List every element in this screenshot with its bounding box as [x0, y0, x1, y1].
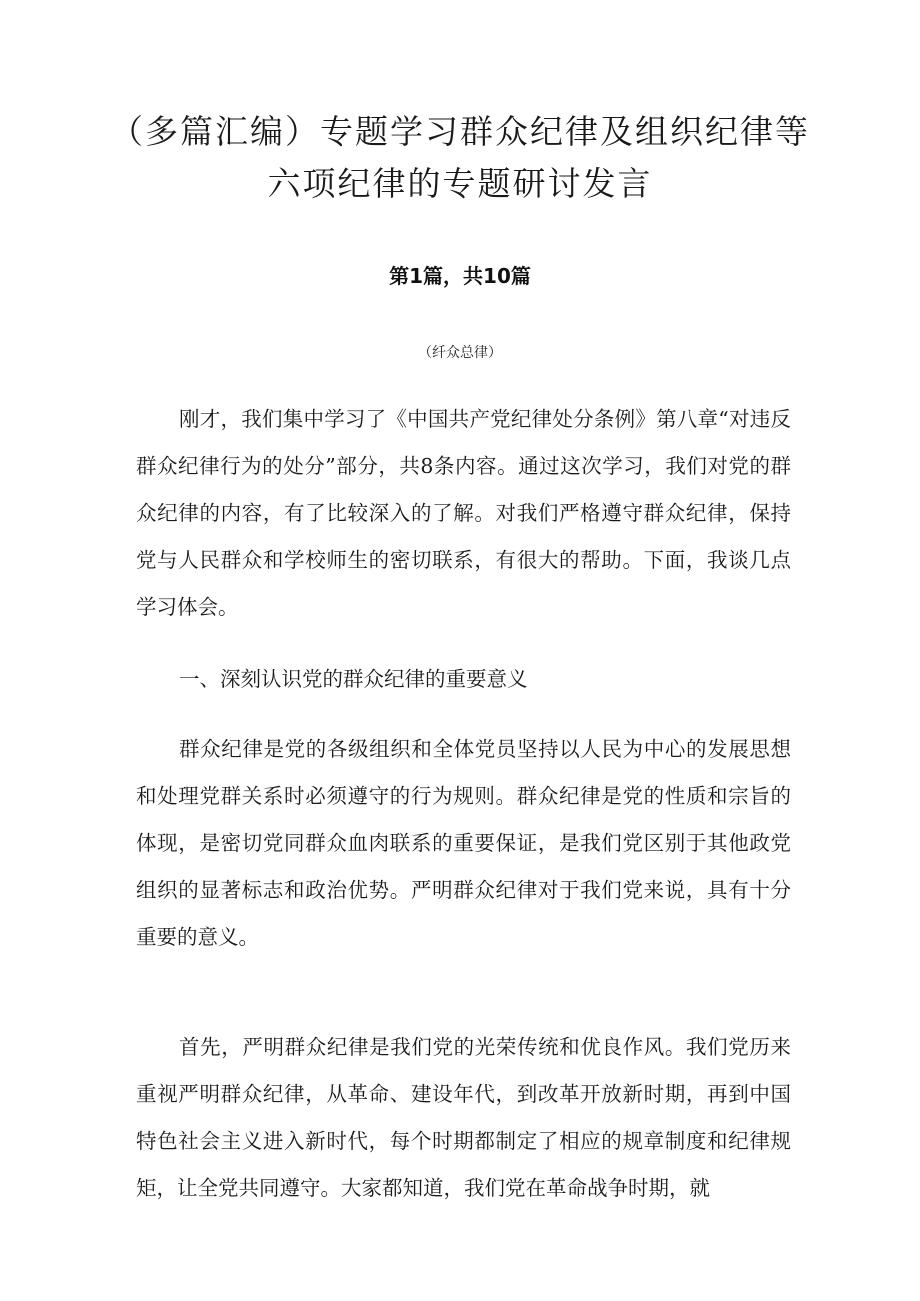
body-paragraph-2: 首先，严明群众纪律是我们党的光荣传统和优良作风。我们党历来重视严明群众纪律，从革命、建设年代，到改革开放新时期，再到中国特色社会主义进入新时代，每个时期都制定了相应的规章制度和纪律规矩，让全党共同遵守。大家都知道，我们党在革命战争时期，就	[136, 1035, 791, 1200]
intro-paragraph: 刚才，我们集中学习了《中国共产党纪律处分条例》第八章“对违反群众纪律行为的处分”部分，共8条内容。通过这次学习，我们对党的群众纪律的内容，有了比较深入的了解。对我们严格遵守群众纪律，保持党与人民群众和学校师生的密切联系，有很大的帮助。下面，我谈几点学习体会。	[136, 407, 791, 619]
document-title: （多篇汇编）专题学习群众纪律及组织纪律等六项纪律的专题研讨发言	[110, 112, 810, 203]
body-paragraph-1: 群众纪律是党的各级组织和全体党员坚持以人民为中心的发展思想和处理党群关系时必须遵守的行为规则。群众纪律是党的性质和宗旨的体现，是密切党同群众血肉联系的重要保证，是我们党区别于其他政党组织的显著标志和政治优势。严明群众纪律对于我们党来说，具有十分重要的意义。	[136, 737, 791, 949]
section-heading-1: 一、深刻认识党的群众纪律的重要意义	[179, 667, 528, 691]
document-subtitle: （纤众总律）	[418, 345, 502, 361]
part-label: 第1篇，共10篇	[389, 264, 531, 288]
